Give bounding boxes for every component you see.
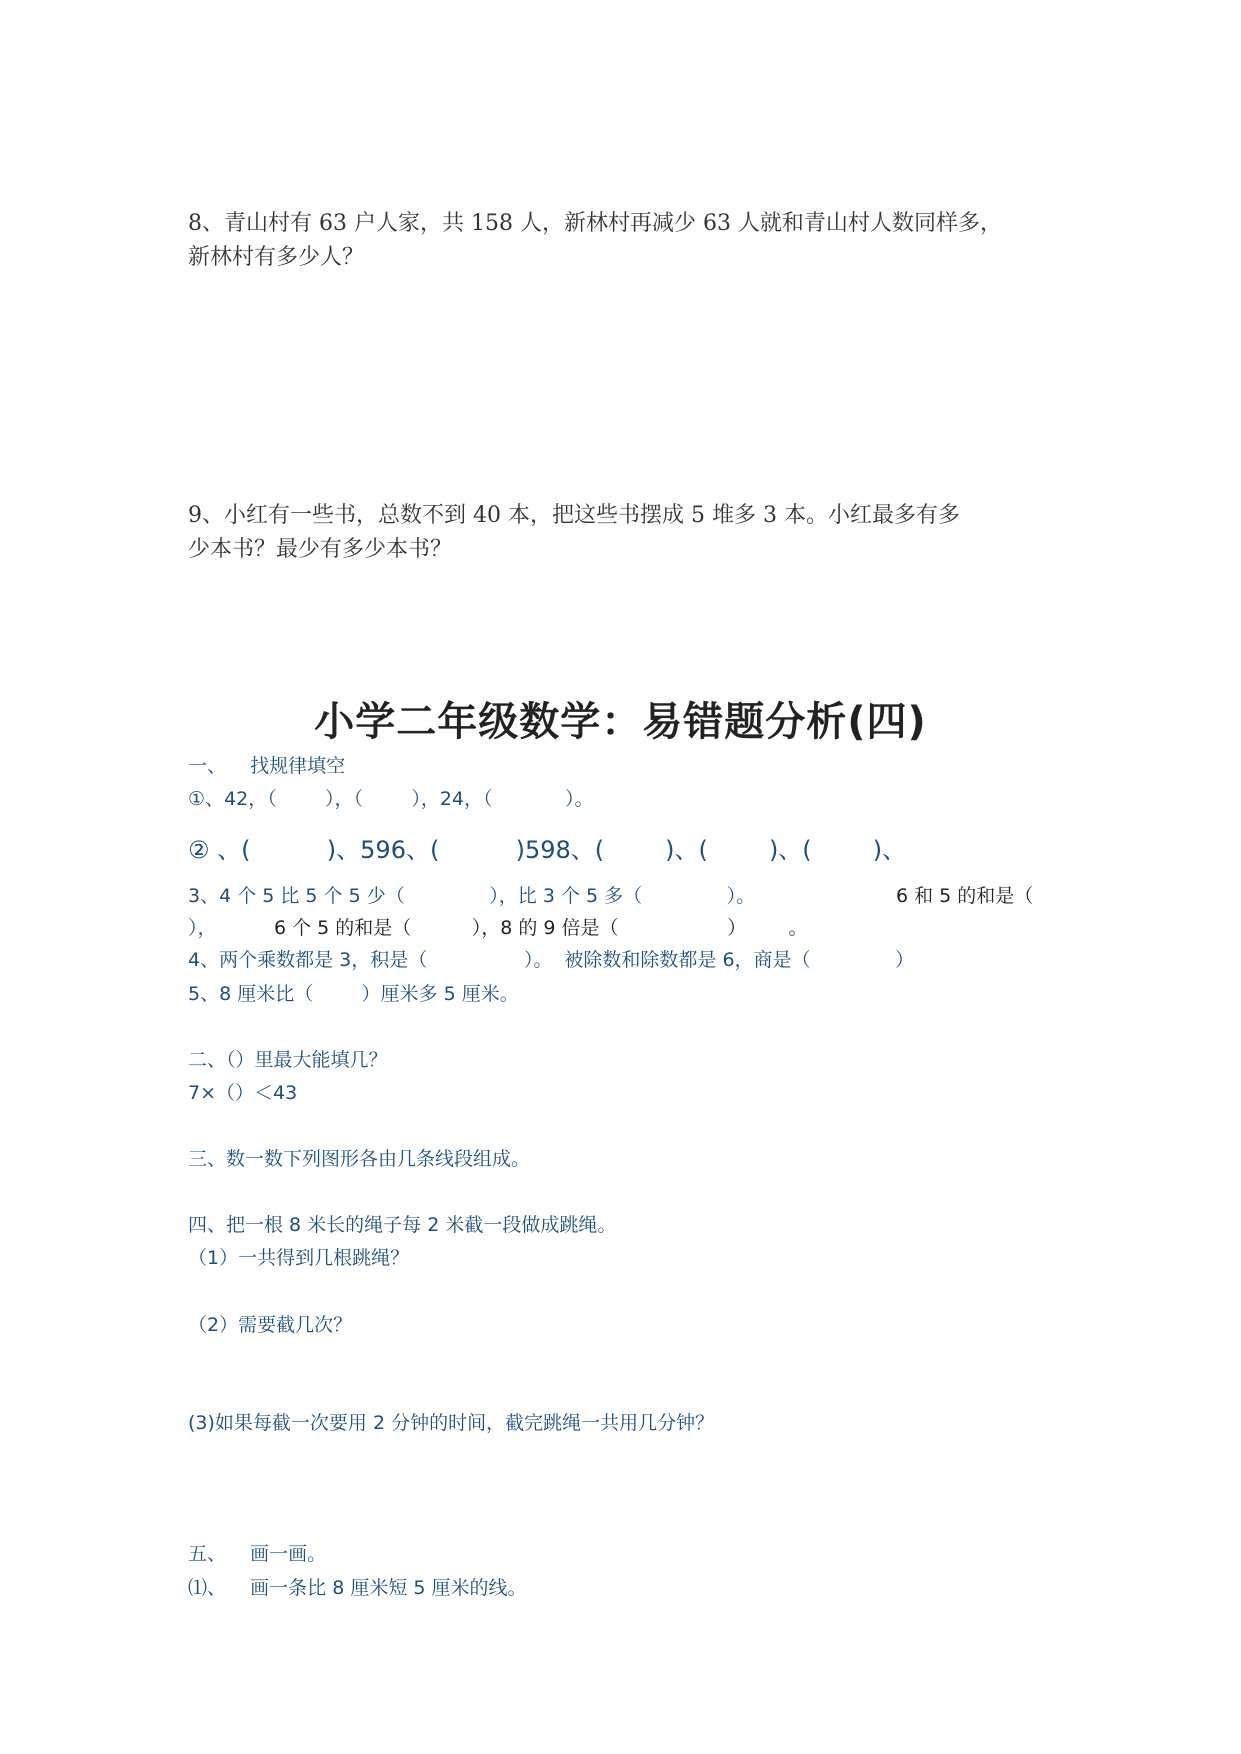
question-9-line-1: 9、小红有一些书，总数不到 40 本，把这些书摆成 5 堆多 3 本。小红最多有多 — [188, 503, 960, 528]
section-4-question-3: (3)如果每截一次要用 2 分钟的时间，截完跳绳一共用几分钟？ — [188, 1412, 715, 1434]
section-3-heading: 三、数一数下列图形各由几条线段组成。 — [188, 1148, 531, 1170]
section-4-heading: 四、把一根 8 米长的绳子每 2 米截一段做成跳绳。 — [188, 1214, 617, 1236]
section-2-heading: 二、（）里最大能填几？ — [188, 1049, 388, 1071]
section-1-item-3b: 6 和 5 的和是（ — [896, 885, 1034, 907]
question-8-line-2: 新林村有多少人？ — [188, 245, 365, 270]
page-title: 小学二年级数学：易错题分析(四) — [314, 699, 927, 745]
section-1-item-3d: 6 个 5 的和是（ ），8 的 9 倍是（ ） 。 — [274, 917, 808, 939]
section-1-item-3c: ）， — [188, 917, 217, 939]
section-1-item-4: 4、两个乘数都是 3，积是（ ）。 被除数和除数都是 6，商是（ ） — [188, 949, 915, 971]
section-4-question-2: （2）需要截几次？ — [188, 1314, 353, 1336]
question-8-line-1: 8、青山村有 63 户人家，共 158 人，新林村再减少 63 人就和青山村人数同样多， — [188, 211, 1002, 236]
section-5-heading: 五、 画一画。 — [188, 1543, 327, 1565]
section-5-question-1: ⑴、 画一条比 8 厘米短 5 厘米的线。 — [188, 1577, 527, 1599]
section-4-question-1: （1）一共得到几根跳绳？ — [188, 1247, 410, 1269]
section-1-item-3a: 3、4 个 5 比 5 个 5 少（ ），比 3 个 5 多（ ）。 — [188, 885, 756, 907]
section-1-item-1: ①、42，（ ），（ ），24，（ ）。 — [188, 788, 594, 810]
section-1-item-2: ② 、( )、596、( )598、( )、( )、( )、 — [188, 836, 907, 864]
question-9-line-2: 少本书？最少有多少本书？ — [188, 537, 453, 562]
section-1-heading: 一、 找规律填空 — [188, 755, 346, 777]
section-2-expression: 7×（）＜43 — [188, 1082, 298, 1104]
section-1-item-5: 5、8 厘米比（ ）厘米多 5 厘米。 — [188, 983, 519, 1005]
